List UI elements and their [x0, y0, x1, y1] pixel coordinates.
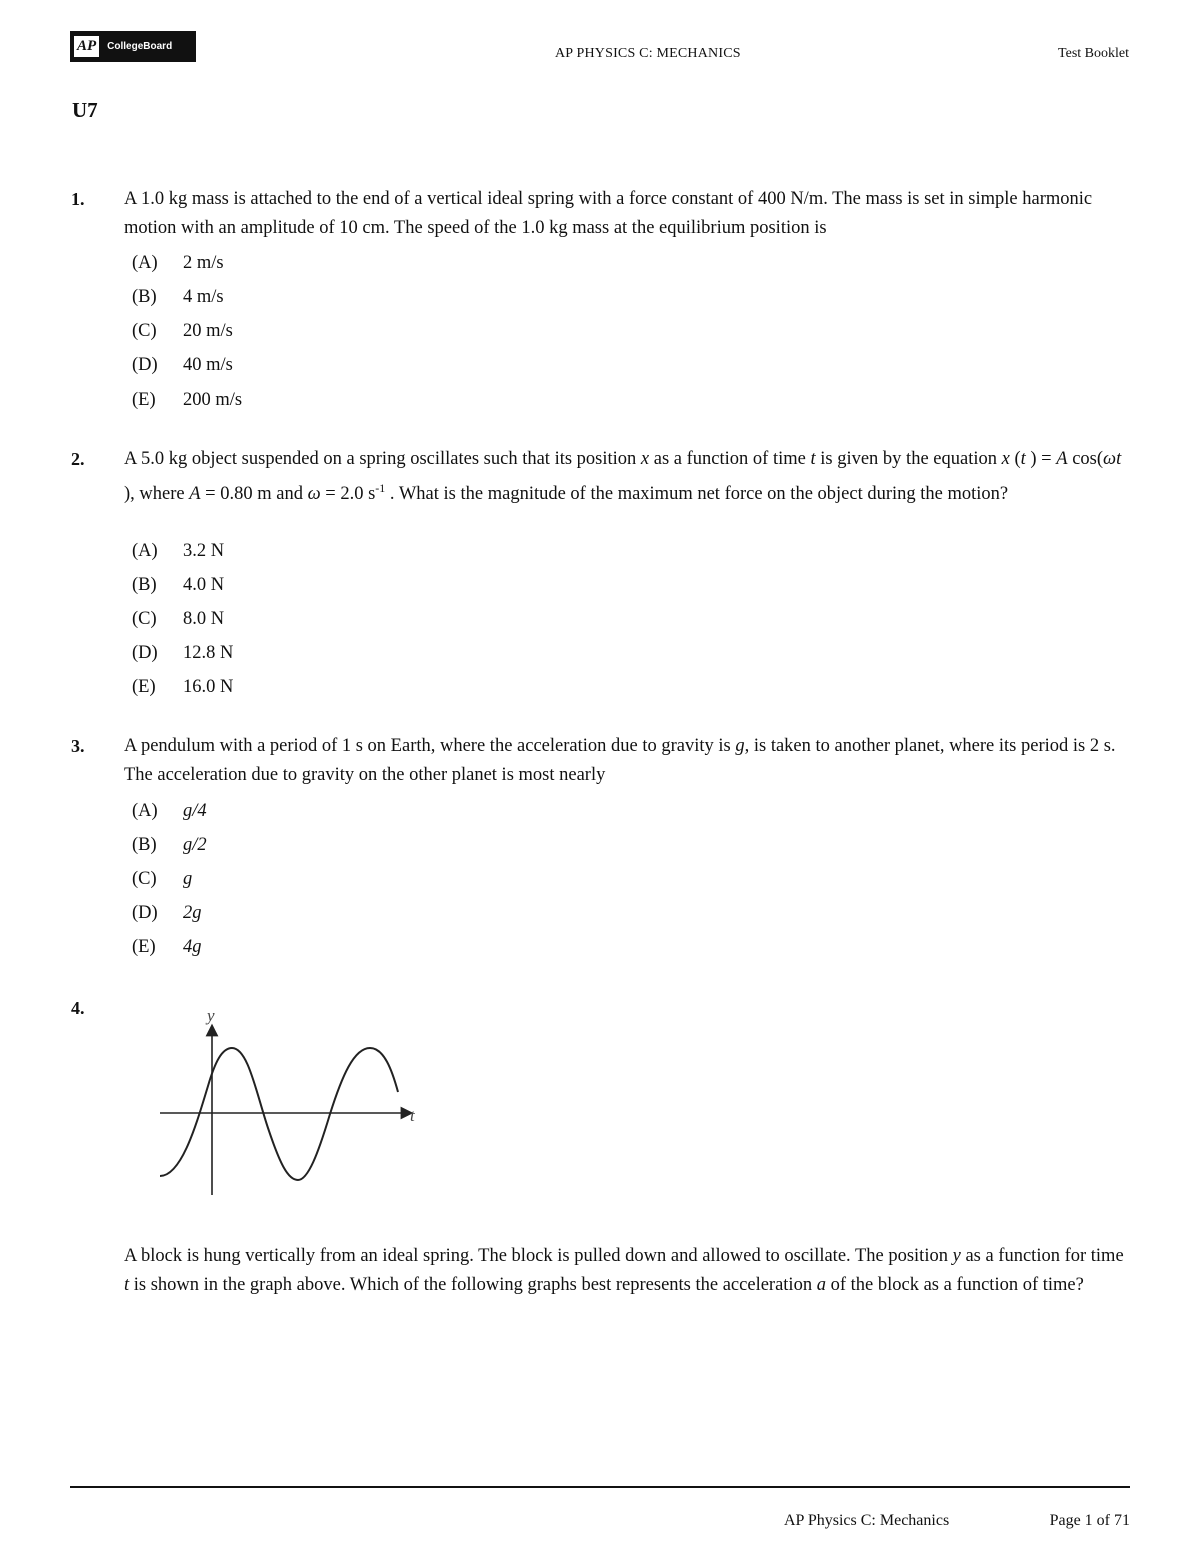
footer-course-title: AP Physics C: Mechanics [784, 1512, 950, 1529]
question-4-number: 4. [71, 998, 85, 1018]
question-1-choice-a[interactable]: (A) 2 m/s [132, 253, 224, 273]
question-3-choice-e[interactable]: (E) 4g [132, 937, 202, 957]
position-time-graph [152, 1000, 424, 1200]
question-2-choice-a[interactable]: (A) 3.2 N [132, 541, 225, 561]
question-3-number: 3. [71, 736, 85, 756]
question-2-text: A 5.0 kg object suspended on a spring oscillates such that its position x as a function of time t is given by the equation x (t ) = A cos(ωt ), where A = 0.80 m and ω = 2.0 $s^{-1}$ . What is the magnitude of the maximum net force on the object during the motion? [124, 449, 1122, 504]
question-1-choice-d[interactable]: (D) 40 m/s [132, 355, 233, 375]
question-3-choice-a[interactable]: (A) g/4 [132, 801, 207, 821]
question-1-text: A 1.0 kg mass is attached to the end of a vertical ideal spring with a force constant of 400 N/m. The mass is set in simple harmonic motion with an amplitude of 10 cm. The speed of the 1.0 kg mass at the equilibrium position is [124, 189, 1093, 238]
logo-ap-mark: AP [74, 36, 99, 57]
question-3-choice-b[interactable]: (B) g/2 [132, 835, 207, 855]
position-curve [160, 1048, 398, 1180]
question-2-choice-e[interactable]: (E) 16.0 N [132, 677, 234, 697]
question-2-choice-d[interactable]: (D) 12.8 N [132, 643, 234, 663]
question-1-choice-b[interactable]: (B) 4 m/s [132, 287, 224, 307]
footer-rule [70, 1486, 1130, 1488]
question-2-number: 2. [71, 449, 85, 469]
graph-t-label: t [410, 1106, 415, 1125]
question-2-choice-c[interactable]: (C) 8.0 N [132, 609, 225, 629]
logo-college-board-wordmark: CollegeBoard [107, 41, 173, 52]
question-3-text: A pendulum with a period of 1 s on Earth, where the acceleration due to gravity is g, is taken to another planet, where its period is 2 s. The acceleration due to gravity on the other planet is most nearly [124, 736, 1116, 785]
unit-heading: U7 [72, 98, 98, 122]
header-booklet-label: Test Booklet [1058, 46, 1129, 61]
question-1-choice-e[interactable]: (E) 200 m/s [132, 390, 243, 410]
question-1-number: 1. [71, 189, 85, 209]
graph-y-label: y [207, 1006, 215, 1025]
header-course-title: AP PHYSICS C: MECHANICS [555, 46, 741, 61]
question-2-choice-b[interactable]: (B) 4.0 N [132, 575, 225, 595]
footer-page-number: Page 1 of 71 [1049, 1512, 1130, 1529]
question-3-choice-c[interactable]: (C) g [132, 869, 193, 889]
question-4-text: A block is hung vertically from an ideal spring. The block is pulled down and allowed to oscillate. The position y as a function for time t is shown in the graph above. Which of the following graphs best represents the acceleration a of the block as a function of time? [124, 1246, 1124, 1295]
ap-college-board-logo [70, 31, 196, 62]
question-3-choice-d[interactable]: (D) 2g [132, 903, 202, 923]
question-1-choice-c[interactable]: (C) 20 m/s [132, 321, 233, 341]
